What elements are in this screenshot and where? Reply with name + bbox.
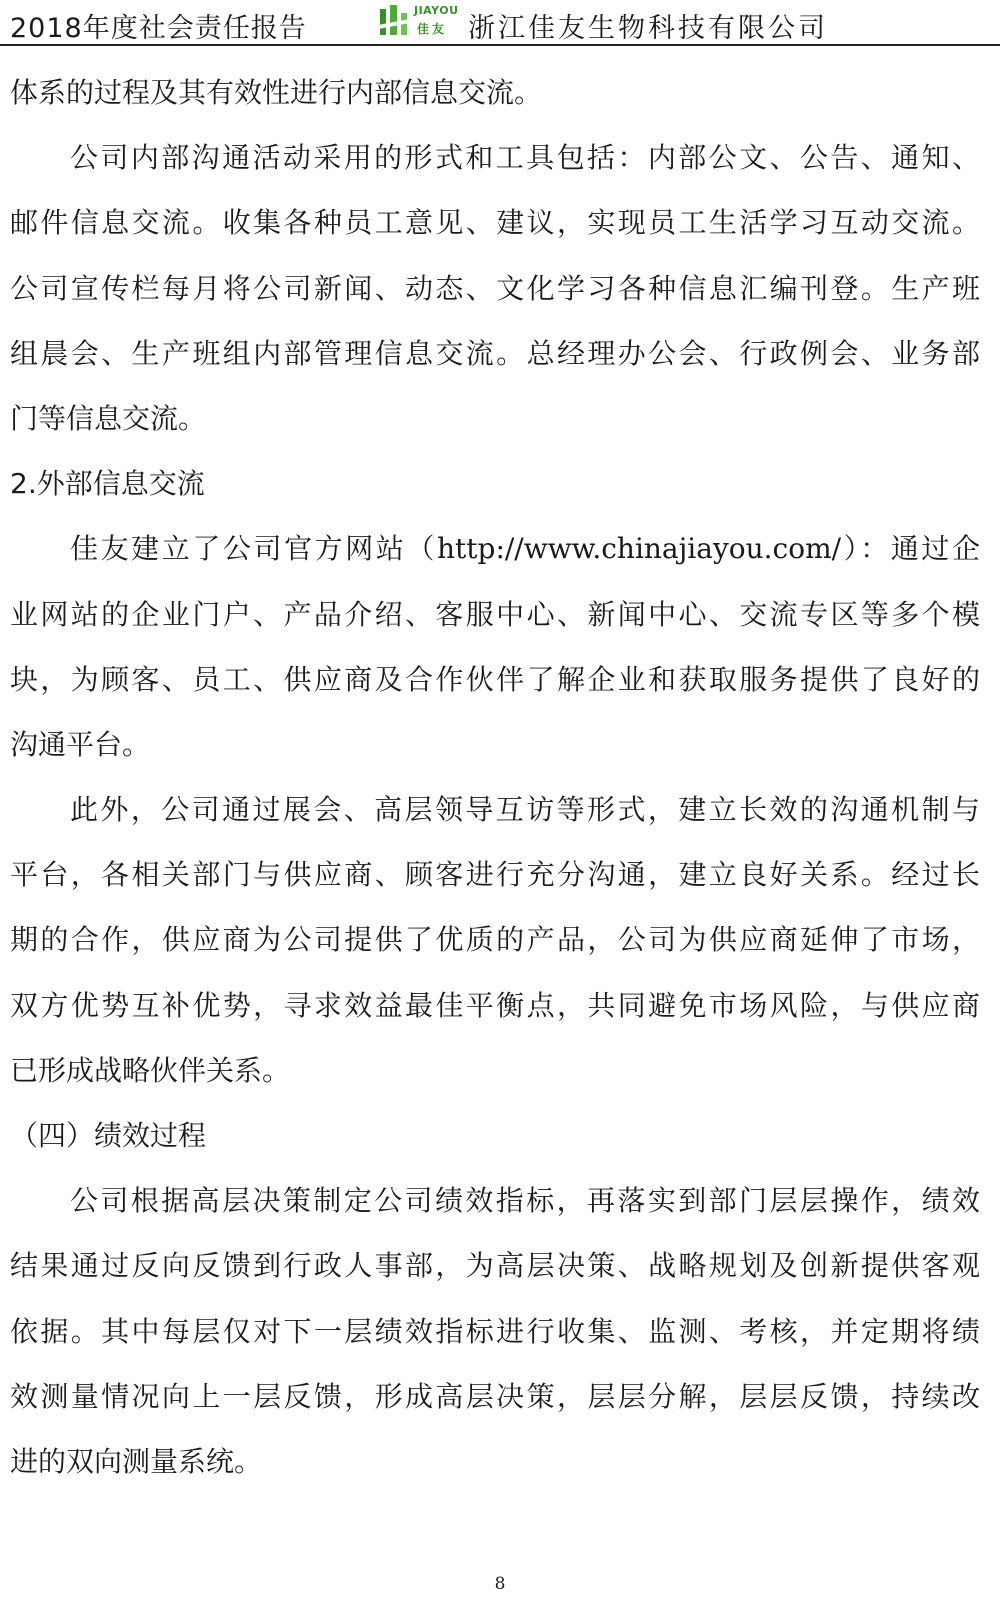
body-line: 已形成战略伙伴关系。 <box>10 1053 291 1087</box>
section-heading: （四）绩效过程 <box>10 1119 207 1152</box>
page-body <box>10 60 980 1494</box>
body-line: 门等信息交流。 <box>10 401 207 435</box>
body-line: 效测量情况向上一层反馈，形成高层决策，层层分解，层层反馈，持续改 <box>10 1379 980 1413</box>
body-line: 组晨会、生产班组内部管理信息交流。总经理办公会、行政例会、业务部 <box>10 336 980 370</box>
body-line: 块，为顾客、员工、供应商及合作伙伴了解企业和获取服务提供了良好的 <box>10 662 980 696</box>
body-line: 体系的过程及其有效性进行内部信息交流。 <box>10 76 543 109</box>
section-heading: 2.外部信息交流 <box>10 467 205 501</box>
body-line: 佳友建立了公司官方网站（http://www.chinajiayou.com/）：通过企 <box>70 532 980 566</box>
logo-text-cn: 佳友 <box>417 22 448 36</box>
company-logo <box>376 2 462 40</box>
company-name: 浙江佳友生物科技有限公司 <box>468 13 828 44</box>
body-line: 公司宣传栏每月将公司新闻、动态、文化学习各种信息汇编刊登。生产班 <box>10 271 980 305</box>
page-number: 8 <box>494 1574 506 1594</box>
body-line: 进的双向测量系统。 <box>10 1444 263 1478</box>
page-header <box>0 0 1000 46</box>
body-line: 此外，公司通过展会、高层领导互访等形式，建立长效的沟通机制与 <box>70 793 980 827</box>
body-line: 公司根据高层决策制定公司绩效指标，再落实到部门层层操作，绩效 <box>70 1184 980 1218</box>
report-title: 2018年度社会责任报告 <box>10 13 307 44</box>
body-line: 双方优势互补优势，寻求效益最佳平衡点，共同避免市场风险，与供应商 <box>10 988 980 1022</box>
leaf-logo-icon <box>376 3 412 39</box>
body-line: 邮件信息交流。收集各种员工意见、建议，实现员工生活学习互动交流。 <box>10 206 980 240</box>
header-divider <box>0 44 1000 46</box>
body-line: 公司内部沟通活动采用的形式和工具包括：内部公文、公告、通知、 <box>70 141 980 175</box>
body-line: 期的合作，供应商为公司提供了优质的产品，公司为供应商延伸了市场， <box>10 923 980 957</box>
logo-text-en: JIAYOU <box>414 4 459 17</box>
body-line: 结果通过反向反馈到行政人事部，为高层决策、战略规划及创新提供客观 <box>10 1249 980 1283</box>
body-line: 平台，各相关部门与供应商、顾客进行充分沟通，建立良好关系。经过长 <box>10 858 980 892</box>
body-line: 沟通平台。 <box>10 727 151 761</box>
body-line: 业网站的企业门户、产品介绍、客服中心、新闻中心、交流专区等多个模 <box>10 597 980 631</box>
body-line: 依据。其中每层仅对下一层绩效指标进行收集、监测、考核，并定期将绩 <box>10 1314 980 1348</box>
